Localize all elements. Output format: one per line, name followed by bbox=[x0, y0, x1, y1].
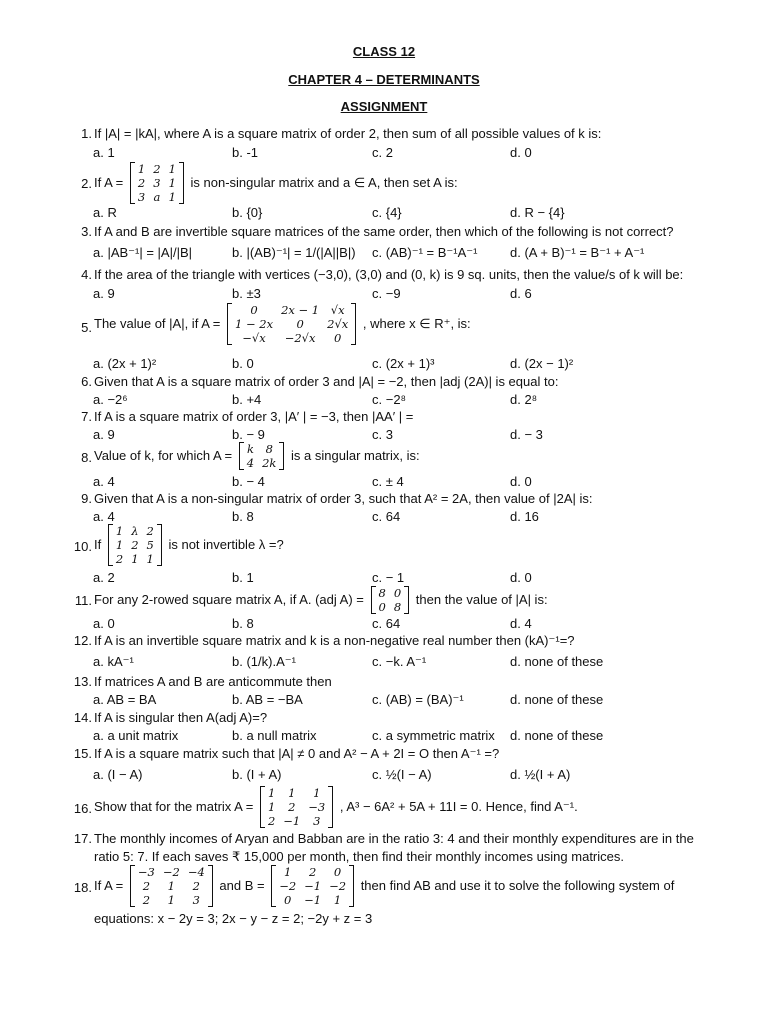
question-text: If the area of the triangle with vertices (−3,0), (3,0) and (0, k) is 9 sq. units, then the value/s of k will be: bbox=[94, 267, 684, 282]
option-d: d. none of these bbox=[510, 728, 604, 743]
question-text: Value of k, for which A = bbox=[94, 448, 233, 463]
option-b: b. AB = −BA bbox=[232, 692, 303, 707]
section-title: ASSIGNMENT bbox=[340, 99, 428, 114]
matrix-cell: a bbox=[153, 190, 161, 204]
matrix-cell: 1 bbox=[267, 800, 276, 814]
matrix-cell: 1 bbox=[313, 786, 321, 800]
question-text: then the value of |A| is: bbox=[415, 592, 548, 607]
matrix-row bbox=[264, 800, 329, 814]
question-text: is a singular matrix, is: bbox=[291, 448, 420, 463]
question-text: If A is a square matrix such that |A| ≠ 0 and A² − A + 2I = O then A⁻¹ =? bbox=[94, 746, 500, 761]
matrix-cell: 2 bbox=[115, 552, 124, 566]
question-text: and B = bbox=[219, 878, 265, 893]
question-text: is not invertible λ =? bbox=[168, 537, 284, 552]
question-text-continued: equations: x − 2y = 3; 2x − y − z = 2; −2y + z = 3 bbox=[94, 911, 373, 926]
question-number: 14. bbox=[73, 710, 92, 725]
matrix-cell: 0 bbox=[334, 331, 342, 345]
matrix-row bbox=[134, 893, 209, 907]
page-title: CLASS 12 bbox=[352, 44, 416, 59]
option-d: d. none of these bbox=[510, 654, 604, 669]
question-text: If A is singular then A(adj A)=? bbox=[94, 710, 268, 725]
question-2 bbox=[68, 162, 708, 208]
option-a: a. (2x + 1)² bbox=[93, 356, 157, 371]
option-c: c. − 1 bbox=[372, 570, 405, 585]
matrix bbox=[260, 786, 333, 828]
option-d: d. R − {4} bbox=[510, 205, 565, 220]
matrix-cell: 2 bbox=[131, 538, 139, 552]
matrix-row bbox=[243, 456, 281, 470]
option-b: b. − 4 bbox=[232, 474, 265, 489]
matrix-row bbox=[231, 331, 352, 345]
matrix-cell: 5 bbox=[146, 538, 154, 552]
option-a: a. (I − A) bbox=[93, 767, 143, 782]
option-d: d. ½(I + A) bbox=[510, 767, 571, 782]
matrix-cell: 1 − 2x bbox=[234, 317, 274, 331]
option-a: a. 0 bbox=[93, 616, 115, 631]
option-d: d. − 3 bbox=[510, 427, 543, 442]
matrix-row bbox=[112, 552, 158, 566]
matrix-cell: 3 bbox=[313, 814, 321, 828]
matrix bbox=[227, 303, 356, 345]
matrix-cell: 1 bbox=[288, 786, 296, 800]
matrix-row bbox=[275, 893, 350, 907]
question-11 bbox=[68, 586, 708, 616]
matrix-cell: 1 bbox=[333, 893, 342, 907]
question-text-continued: ratio 5: 7. If each saves ₹ 15,000 per month, then find their monthly incomes using matrices. bbox=[94, 849, 624, 864]
question-number: 11. bbox=[74, 593, 92, 608]
option-c: c. (AB)⁻¹ = B⁻¹A⁻¹ bbox=[372, 245, 478, 260]
option-d: d. 0 bbox=[510, 570, 532, 585]
question-text: , A³ − 6A² + 5A + 11I = 0. Hence, find A⁻¹. bbox=[339, 799, 578, 814]
option-a: a. a unit matrix bbox=[93, 728, 179, 743]
option-d: d. (2x − 1)² bbox=[510, 356, 574, 371]
matrix-row bbox=[134, 879, 209, 893]
question-number: 10. bbox=[73, 539, 92, 554]
chapter-title: CHAPTER 4 – DETERMINANTS bbox=[288, 72, 480, 87]
question-number: 5. bbox=[81, 320, 92, 335]
matrix-cell: 1 bbox=[267, 786, 276, 800]
matrix-cell: 4 bbox=[246, 456, 255, 470]
matrix-cell: 2 bbox=[267, 814, 276, 828]
question-text: For any 2-rowed square matrix A, if A. (adj A) = bbox=[94, 592, 364, 607]
matrix-cell: 1 bbox=[284, 865, 292, 879]
matrix-cell: 1 bbox=[137, 162, 146, 176]
question-number: 8. bbox=[81, 450, 92, 465]
question-10 bbox=[68, 524, 708, 570]
matrix bbox=[130, 162, 184, 204]
option-c: c. −9 bbox=[372, 286, 401, 301]
matrix-cell: −2 bbox=[162, 865, 180, 879]
question-number: 13. bbox=[73, 674, 92, 689]
question-number: 18. bbox=[73, 880, 92, 895]
option-b: b. 0 bbox=[232, 356, 254, 371]
matrix-cell: −2 bbox=[279, 879, 297, 893]
question-text: Given that A is a non-singular matrix of order 3, such that A² = 2A, then value of |2A| is: bbox=[94, 491, 593, 506]
question-text: If A = bbox=[94, 175, 124, 190]
matrix-cell: 2 bbox=[192, 879, 200, 893]
question-number: 15. bbox=[73, 746, 92, 761]
question-number: 4. bbox=[81, 267, 92, 282]
option-a: a. AB = BA bbox=[93, 692, 157, 707]
question-text: If matrices A and B are anticommute then bbox=[94, 674, 332, 689]
matrix-cell: −1 bbox=[283, 814, 301, 828]
question-text: The monthly incomes of Aryan and Babban are in the ratio 3: 4 and their monthly expenditures are in the bbox=[94, 831, 694, 846]
option-b: b. ±3 bbox=[232, 286, 261, 301]
matrix-b bbox=[271, 865, 354, 907]
matrix-cell: 0 bbox=[296, 317, 304, 331]
matrix-row bbox=[134, 162, 180, 176]
matrix-row bbox=[134, 190, 180, 204]
matrix-cell: 3 bbox=[192, 893, 200, 907]
matrix-cell: 2x − 1 bbox=[281, 303, 320, 317]
option-b: b. 8 bbox=[232, 509, 254, 524]
matrix-cell: 2 bbox=[146, 524, 154, 538]
question-text: If A and B are invertible square matrices of the same order, then which of the following is not correct? bbox=[94, 224, 674, 239]
question-text: Given that A is a square matrix of order 3 and |A| = −2, then |adj (2A)| is equal to: bbox=[94, 374, 559, 389]
question-text: then find AB and use it to solve the following system of bbox=[360, 878, 675, 893]
matrix-cell: 1 bbox=[168, 162, 176, 176]
question-text: The value of |A|, if A = bbox=[94, 316, 221, 331]
matrix-cell: 0 bbox=[250, 303, 258, 317]
matrix-cell: 0 bbox=[393, 586, 402, 600]
question-number: 2. bbox=[81, 176, 92, 191]
question-16 bbox=[68, 786, 708, 832]
matrix-cell: 0 bbox=[378, 600, 386, 614]
option-c: c. −2⁸ bbox=[372, 392, 407, 407]
matrix-cell: 8 bbox=[378, 586, 386, 600]
option-d: d. 0 bbox=[510, 474, 532, 489]
matrix-row bbox=[134, 865, 209, 879]
matrix-cell: 2k bbox=[262, 456, 277, 470]
option-b: b. -1 bbox=[232, 145, 259, 160]
option-c: c. {4} bbox=[372, 205, 402, 220]
matrix-cell: 1 bbox=[146, 552, 154, 566]
matrix-cell: 2 bbox=[308, 865, 317, 879]
option-c: c. ± 4 bbox=[372, 474, 404, 489]
matrix-cell: 1 bbox=[167, 879, 175, 893]
matrix-cell: 8 bbox=[265, 442, 273, 456]
question-text: If bbox=[94, 537, 102, 552]
option-b: b. − 9 bbox=[232, 427, 265, 442]
option-a: a. 1 bbox=[93, 145, 115, 160]
question-text: If |A| = |kA|, where A is a square matrix of order 2, then sum of all possible values of k is: bbox=[94, 126, 602, 141]
option-a: a. R bbox=[93, 205, 117, 220]
question-number: 16. bbox=[73, 801, 92, 816]
option-b: b. (1/k).A⁻¹ bbox=[232, 654, 296, 669]
question-text: If A = bbox=[94, 878, 124, 893]
question-text: Show that for the matrix A = bbox=[94, 799, 254, 814]
option-c: c. −k. A⁻¹ bbox=[372, 654, 427, 669]
question-text: If A is an invertible square matrix and k is a non-negative real number then (kA)⁻¹=? bbox=[94, 633, 575, 648]
question-18 bbox=[68, 865, 708, 911]
matrix-row bbox=[264, 786, 329, 800]
question-8 bbox=[68, 442, 708, 474]
option-c: c. 64 bbox=[372, 509, 401, 524]
option-a: a. 9 bbox=[93, 427, 115, 442]
option-c: c. 64 bbox=[372, 616, 401, 631]
matrix-cell: 0 bbox=[284, 893, 292, 907]
matrix-cell: 2 bbox=[137, 176, 146, 190]
matrix-cell: λ bbox=[131, 524, 139, 538]
matrix-cell: 2√x bbox=[327, 317, 349, 331]
option-c: c. a symmetric matrix bbox=[372, 728, 495, 743]
matrix-cell: 8 bbox=[393, 600, 402, 614]
matrix-a bbox=[130, 865, 213, 907]
matrix-cell: 1 bbox=[115, 538, 124, 552]
question-number: 3. bbox=[81, 224, 92, 239]
matrix-row bbox=[264, 814, 329, 828]
option-b: b. 1 bbox=[232, 570, 254, 585]
matrix-cell: 3 bbox=[153, 176, 161, 190]
option-d: d. 4 bbox=[510, 616, 532, 631]
option-b: b. 8 bbox=[232, 616, 254, 631]
matrix-row bbox=[275, 879, 350, 893]
matrix-cell: 0 bbox=[333, 865, 342, 879]
matrix-cell: −√x bbox=[242, 331, 266, 345]
question-number: 17. bbox=[73, 831, 92, 846]
matrix-row bbox=[243, 442, 281, 456]
matrix-cell: √x bbox=[330, 303, 345, 317]
option-c: c. (2x + 1)³ bbox=[372, 356, 435, 371]
option-d: d. (A + B)⁻¹ = B⁻¹ + A⁻¹ bbox=[510, 245, 645, 260]
matrix-cell: 2 bbox=[153, 162, 161, 176]
matrix-cell: −2 bbox=[329, 879, 347, 893]
matrix-row bbox=[112, 538, 158, 552]
matrix-cell: 2 bbox=[288, 800, 296, 814]
option-d: d. 2⁸ bbox=[510, 392, 538, 407]
matrix-row bbox=[134, 176, 180, 190]
matrix-row bbox=[375, 600, 406, 614]
question-text: , where x ∈ R⁺, is: bbox=[362, 316, 471, 331]
option-b: b. {0} bbox=[232, 205, 263, 220]
matrix-row bbox=[112, 524, 158, 538]
matrix-row bbox=[231, 303, 352, 317]
matrix-cell: k bbox=[246, 442, 254, 456]
question-text: If A is a square matrix of order 3, |A′ | = −3, then |AA′ | = bbox=[94, 409, 414, 424]
option-c: c. 3 bbox=[372, 427, 393, 442]
option-d: d. none of these bbox=[510, 692, 604, 707]
matrix-cell: −3 bbox=[137, 865, 155, 879]
matrix-cell: 1 bbox=[168, 190, 176, 204]
question-number: 6. bbox=[81, 374, 92, 389]
matrix bbox=[239, 442, 285, 470]
matrix-cell: −4 bbox=[187, 865, 205, 879]
matrix-cell: 2 bbox=[142, 879, 151, 893]
matrix-cell: −3 bbox=[308, 800, 326, 814]
option-a: a. 4 bbox=[93, 474, 115, 489]
matrix-cell: −1 bbox=[304, 893, 322, 907]
matrix-cell: −1 bbox=[304, 879, 322, 893]
option-c: c. 2 bbox=[372, 145, 393, 160]
matrix bbox=[108, 524, 162, 566]
matrix bbox=[371, 586, 410, 614]
option-c: c. (AB) = (BA)⁻¹ bbox=[372, 692, 464, 707]
option-d: d. 16 bbox=[510, 509, 539, 524]
question-number: 7. bbox=[81, 409, 92, 424]
option-b: b. (I + A) bbox=[232, 767, 282, 782]
option-a: a. |AB⁻¹| = |A|/|B| bbox=[93, 245, 193, 260]
matrix-cell: −2√x bbox=[284, 331, 316, 345]
matrix-row bbox=[375, 586, 406, 600]
question-number: 1. bbox=[81, 126, 92, 141]
matrix-cell: 1 bbox=[131, 552, 139, 566]
option-c: c. ½(I − A) bbox=[372, 767, 432, 782]
option-a: a. 9 bbox=[93, 286, 115, 301]
question-text: is non-singular matrix and a ∈ A, then set A is: bbox=[190, 175, 458, 190]
matrix-cell: 2 bbox=[142, 893, 151, 907]
option-a: a. 4 bbox=[93, 509, 115, 524]
option-b: b. +4 bbox=[232, 392, 262, 407]
option-d: d. 0 bbox=[510, 145, 532, 160]
matrix-cell: 1 bbox=[115, 524, 124, 538]
question-number: 9. bbox=[81, 491, 92, 506]
option-b: b. a null matrix bbox=[232, 728, 317, 743]
matrix-cell: 3 bbox=[137, 190, 146, 204]
option-a: a. 2 bbox=[93, 570, 115, 585]
option-d: d. 6 bbox=[510, 286, 532, 301]
question-5 bbox=[68, 303, 708, 353]
question-number: 12. bbox=[73, 633, 92, 648]
option-b: b. |(AB)⁻¹| = 1/(|A||B|) bbox=[232, 245, 356, 260]
matrix-row bbox=[275, 865, 350, 879]
option-a: a. −2⁶ bbox=[93, 392, 128, 407]
matrix-cell: 1 bbox=[168, 176, 176, 190]
matrix-cell: 1 bbox=[167, 893, 175, 907]
option-a: a. kA⁻¹ bbox=[93, 654, 134, 669]
matrix-row bbox=[231, 317, 352, 331]
